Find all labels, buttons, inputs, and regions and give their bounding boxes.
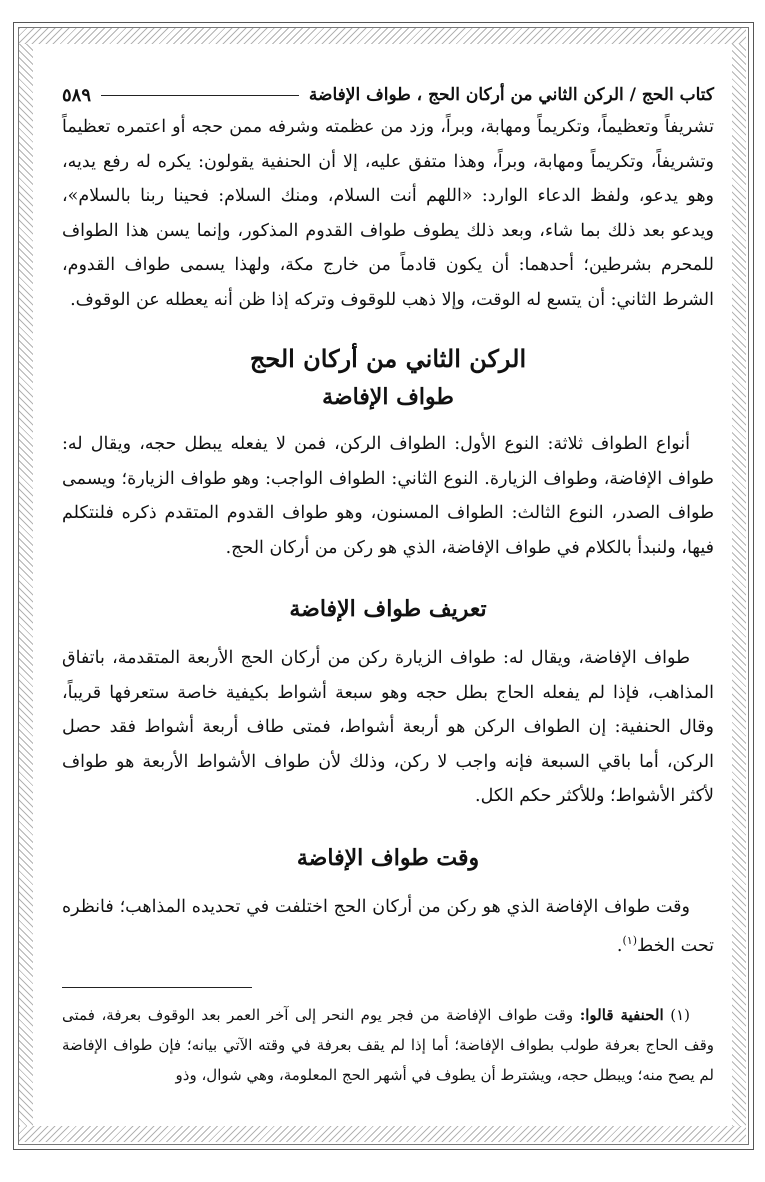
page-content (62, 80, 714, 1090)
footnote-divider (62, 987, 252, 988)
section-heading-time: وقت طواف الإفاضة (296, 844, 480, 871)
definition-paragraph: طواف الإفاضة، ويقال له: طواف الزيارة ركن من أركان الحج الأربعة المتقدمة، باتفاق المذاهب، فإذا لم يفعله الحاج بطل حجه وهو سبعة أشواط بكيفية خاصة ستعرفها قريباً، وقال الحنفية: إن الطواف الركن هو أربعة أشواط، فمتى طاف أربعة أشواط فقد حصل الركن، أما باقي السبعة فإنه واجب لا ركن، وذلك لأن طواف الأشواط الأربعة هو طواف لأكثر الأشواط؛ وللأكثر حكم الكل. (62, 648, 714, 806)
ornament-band-top (19, 28, 746, 44)
types-paragraph: أنواع الطواف ثلاثة: النوع الأول: الطواف الركن، فمن لا يفعله يبطل حجه، ويقال له: طواف الإفاضة، وطواف الزيارة. النوع الثاني: الطواف الواجب: وهو طواف الزيارة؛ ويسمى طواف الصدر، النوع الثالث: الطواف المسنون، وهو طواف القدوم المتقدم ذكره فلنتكلم فيها، ولنبدأ بالكلام في طواف الإفاضة، الذي هو ركن من أركان الحج. (62, 434, 714, 558)
footnote-ref[interactable]: (١) (622, 934, 637, 947)
ornament-band-bottom (19, 1126, 746, 1142)
intro-paragraph: تشريفاً وتعظيماً، وتكريماً ومهابة، وبراً، وزد من عظمته وشرفه ممن حجه أو اعتمره تعظيماً وتشريفاً، وتكريماً ومهابة، وبراً، وهذا متفق عليه، إلا أن الحنفية يقولون: يكره له رفع يديه، وهو يدعو، ولفظ الدعاء الوارد: «اللهم أنت السلام، ومنك السلام: فحينا ربنا بالسلام»، ويدعو بعد ذلك بما شاء، وبعد ذلك يطوف طواف القدوم المذكور، وإنما يسن هذا الطواف للمحرم بشرطين؛ أحدهما: أن يكون قادماً من خارج مكة، ولهذا يسمى طواف القدوم، الشرط الثاني: أن يتسع له الوقت، وإلا ذهب للوقوف وتركه إذا ظن أنه يعطله عن الوقوف. (62, 117, 714, 310)
section-subheading-tawaf: طواف الإفاضة (322, 384, 454, 410)
time-paragraph-text: وقت طواف الإفاضة الذي هو ركن من أركان الحج اختلفت في تحديده المذاهب؛ فانظره تحت الخط (62, 896, 714, 956)
running-header (62, 80, 714, 110)
header-title: كتاب الحج / الركن الثاني من أركان الحج ، طواف الإفاضة (308, 85, 714, 105)
ornament-band-right (732, 44, 746, 1126)
footnote-label: الحنفية قالوا: (579, 1006, 664, 1025)
ornament-band-left (19, 44, 33, 1126)
footnote (62, 1000, 714, 1090)
header-rule (101, 95, 299, 96)
section-heading-main: الركن الثاني من أركان الحج (249, 344, 527, 373)
footnote-marker: (١) (670, 1006, 690, 1025)
time-paragraph (62, 890, 714, 964)
page-number: ٥٨٩ (62, 84, 92, 106)
section-heading-definition: تعريف طواف الإفاضة (289, 596, 487, 622)
time-paragraph-end: . (616, 935, 623, 956)
footnote-text: وقت طواف الإفاضة من فجر يوم النحر إلى آخر العمر بعد الوقوف بعرفة، فمتى وقف الحاج بعرفة طولب بطواف الإفاضة؛ أما إذا لم يقف بعرفة في وقته الآتي بيانه؛ فإن طواف الإفاضة لم يصح منه؛ ويبطل حجه، ويشترط أن يطوف في أشهر الحج المعلومة، وهي شوال، وذو (62, 1006, 714, 1085)
footnote-paragraph (62, 1000, 714, 1090)
